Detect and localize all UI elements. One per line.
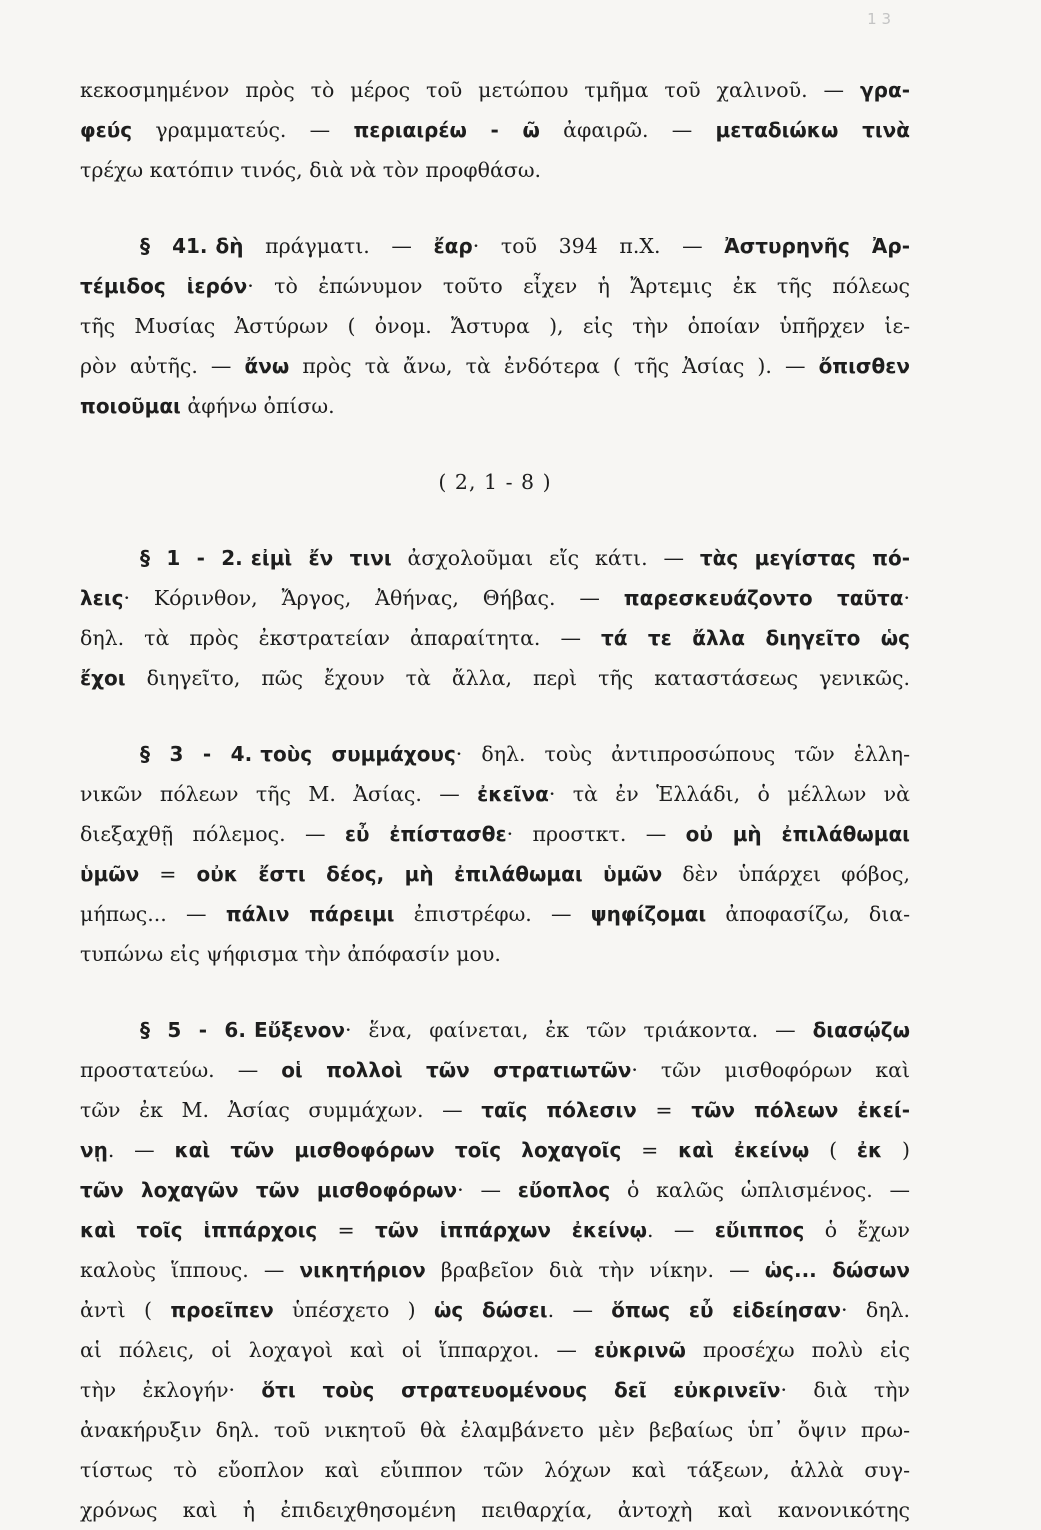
bold-term: δὴ (215, 234, 244, 258)
text-run: = (621, 1138, 679, 1162)
text-line (80, 226, 910, 266)
bold-term: πάλιν πάρειμι (225, 902, 395, 926)
paragraph-41 (80, 226, 910, 426)
text-run: ὁ ἔχων (804, 1218, 910, 1242)
text-line (80, 578, 910, 618)
text-run: τὴν ἐκλογήν· (80, 1378, 262, 1402)
text-run: · δηλ. τοὺς ἀντιπροσώπους τῶν ἑλλη- (455, 742, 910, 766)
text-run: τρέχω κατόπιν τινός, διὰ νὰ τὸν προφθάσω. (80, 158, 542, 182)
bold-term: οἱ πολλοὶ τῶν στρατιωτῶν (281, 1058, 632, 1082)
text-run: δηλ. τὰ πρὸς ἐκστρατείαν ἀπαραίτητα. — (80, 626, 601, 650)
text-line (80, 814, 910, 854)
bold-term: φεύς (80, 118, 133, 142)
bold-term: νῃ (80, 1138, 108, 1162)
text-line (80, 306, 910, 346)
text-line (80, 110, 910, 150)
line-content (216, 234, 911, 258)
text-line (80, 1210, 910, 1250)
text-line (80, 538, 910, 578)
text-line (80, 1090, 910, 1130)
line-content (260, 742, 910, 766)
bold-term: εὖ ἐπίστασθε (344, 822, 507, 846)
text-line (80, 934, 910, 974)
text-run: = (317, 1218, 376, 1242)
text-run: προστατεύω. — (80, 1058, 282, 1082)
section-ref: § 41. (140, 234, 208, 258)
bold-term: καὶ τῶν μισθοφόρων τοῖς λοχαγοῖς (174, 1138, 622, 1162)
bold-term: ἄνω (244, 354, 290, 378)
text-run: πράγματι. — (243, 234, 434, 258)
bold-term: εὔοπλος (517, 1178, 611, 1202)
text-line (80, 1490, 910, 1530)
text-run: . — (547, 1298, 612, 1322)
text-line (80, 1250, 910, 1290)
text-run: = (636, 1098, 692, 1122)
bold-term: εἰμὶ ἔν τινι (250, 546, 392, 570)
text-run: τίστως τὸ εὔοπλον καὶ εὔιππον τῶν λόχων καὶ τάξεων, ἀλλὰ συγ- (80, 1458, 910, 1482)
bold-term: λεις (80, 586, 124, 610)
bold-term: ὅτι τοὺς στρατευομένους δεῖ εὐκρινεῖν (261, 1378, 781, 1402)
text-line (80, 774, 910, 814)
bold-term: νικητήριον (299, 1258, 426, 1282)
text-run: γραμματεύς. — (132, 118, 354, 142)
page-content (80, 70, 910, 1530)
bold-term: καὶ ἐκείνῳ (678, 1138, 810, 1162)
text-line (80, 266, 910, 306)
bold-term: τῶν λοχαγῶν τῶν μισθοφόρων (80, 1178, 458, 1202)
text-run: · — (457, 1178, 518, 1202)
bold-term: ὅπως εὖ εἰδείησαν (611, 1298, 842, 1322)
text-run: ) (882, 1138, 910, 1162)
text-run: τῶν ἐκ Μ. Ἀσίας συμμάχων. — (80, 1098, 482, 1122)
text-line (80, 1010, 910, 1050)
section-ref: § 3 - 4. (140, 742, 253, 766)
bold-term: ὡς δώσει (433, 1298, 548, 1322)
bold-term: καὶ τοῖς ἱππάρχοις (80, 1218, 318, 1242)
text-line (80, 70, 910, 110)
bold-term: Εὔξενον (253, 1018, 346, 1042)
text-line (80, 1170, 910, 1210)
bold-term: διασῴζω (812, 1018, 910, 1042)
paragraph-continuation (80, 70, 910, 190)
bold-term: ἐκ (856, 1138, 883, 1162)
text-run: ἀφήνω ὀπίσω. (180, 394, 335, 418)
section-ref: § 1 - 2. (140, 546, 243, 570)
bold-term: παρεσκευάζοντο ταῦτα (623, 586, 904, 610)
text-line (80, 618, 910, 658)
text-run: τυπώνω εἰς ψήφισμα τὴν ἀπόφασίν μου. (80, 942, 501, 966)
page-number: 1 3 (867, 10, 891, 28)
text-run: · δηλ. (841, 1298, 910, 1322)
text-line (80, 854, 910, 894)
bold-term: ταῖς πόλεσιν (481, 1098, 637, 1122)
text-line (80, 1370, 910, 1410)
text-run: διηγεῖτο, πῶς ἔχουν τὰ ἄλλα, περὶ τῆς καταστάσεως γενικῶς. (125, 666, 910, 690)
bold-term: εὔιππος (714, 1218, 805, 1242)
text-run: · (903, 586, 910, 610)
text-run: · προστκτ. — (506, 822, 686, 846)
section-ref: § 5 - 6. (140, 1018, 246, 1042)
paragraph-5-6 (80, 1010, 910, 1530)
bold-term: οὐκ ἔστι δέος, μὴ ἐπιλάθωμαι ὑμῶν (196, 862, 663, 886)
line-content (251, 546, 910, 570)
text-run: ἐπιστρέφω. — (394, 902, 591, 926)
text-run: · τὸ ἐπώνυμον τοῦτο εἶχεν ἡ Ἄρτεμις ἐκ τῆς πόλεως (247, 274, 910, 298)
text-line (80, 894, 910, 934)
text-line (80, 150, 910, 190)
bold-term: προεῖπεν (170, 1298, 274, 1322)
text-run: μήπως... — (80, 902, 226, 926)
bold-term: οὐ μὴ ἐπιλάθωμαι (685, 822, 910, 846)
bold-term: Ἀστυρηνῆς Ἀρ- (724, 234, 910, 258)
text-run: ( (809, 1138, 857, 1162)
text-run: καλοὺς ἵππους. — (80, 1258, 300, 1282)
bold-term: τά τε ἄλλα διηγεῖτο ὡς (600, 626, 910, 650)
text-line (80, 386, 910, 426)
text-run: = (139, 862, 197, 886)
bold-term: τῶν πόλεων ἐκεί- (691, 1098, 910, 1122)
bold-term: τὰς μεγίστας πό- (699, 546, 910, 570)
text-run: ὑπέσχετο ) (273, 1298, 434, 1322)
text-run: προσέχω πολὺ εἰς (685, 1338, 910, 1362)
section-heading: ( 2, 1 - 8 ) (438, 470, 552, 494)
text-run: ἀνακήρυξιν δηλ. τοῦ νικητοῦ θὰ ἐλαμβάνετο μὲν βεβαίως ὑπ᾽ ὄψιν πρω- (80, 1418, 910, 1442)
text-line (80, 658, 910, 698)
text-line (80, 1410, 910, 1450)
text-run: αἱ πόλεις, οἱ λοχαγοὶ καὶ οἱ ἵππαρχοι. — (80, 1338, 594, 1362)
bold-term: περιαιρέω - ῶ (353, 118, 540, 142)
paragraph-3-4 (80, 734, 910, 974)
text-line (80, 1330, 910, 1370)
bold-term: ψηφίζομαι (590, 902, 707, 926)
bold-term: ὑμῶν (80, 862, 140, 886)
text-line (80, 734, 910, 774)
text-run: τῆς Μυσίας Ἀστύρων ( ὀνομ. Ἄστυρα ), εἰς τὴν ὁποίαν ὑπῆρχεν ἱε- (80, 314, 910, 338)
text-run: ἀποφασίζω, δια- (706, 902, 910, 926)
text-line (80, 1290, 910, 1330)
bold-term: εὐκρινῶ (593, 1338, 686, 1362)
text-run: νικῶν πόλεων τῆς Μ. Ἀσίας. — (80, 782, 478, 806)
bold-term: μεταδιώκω τινὰ (715, 118, 910, 142)
text-run: . — (107, 1138, 175, 1162)
text-line (80, 1050, 910, 1090)
bold-term: τέμιδος ἱερόν (80, 274, 248, 298)
text-run: · ἕνα, φαίνεται, ἐκ τῶν τριάκοντα. — (345, 1018, 813, 1042)
text-run: ρὸν αὐτῆς. — (80, 354, 245, 378)
text-line (80, 1450, 910, 1490)
text-line (80, 1130, 910, 1170)
text-run: · τοῦ 394 π.Χ. — (472, 234, 725, 258)
bold-term: ἐκεῖνα (477, 782, 549, 806)
text-run: · Κόρινθον, Ἄργος, Ἀθήνας, Θήβας. — (123, 586, 624, 610)
text-run: ὁ καλῶς ὡπλισμένος. — (610, 1178, 910, 1202)
text-run: πρὸς τὰ ἄνω, τὰ ἐνδότερα ( τῆς Ἀσίας ). — (289, 354, 819, 378)
bold-term: ὄπισθεν (818, 354, 910, 378)
text-run: δὲν ὑπάρχει φόβος, (662, 862, 910, 886)
text-run: . — (647, 1218, 715, 1242)
bold-term: τῶν ἱππάρχων ἐκείνῳ (375, 1218, 648, 1242)
text-run: διεξαχθῇ πόλεμος. — (80, 822, 345, 846)
text-run: χρόνως καὶ ἡ ἐπιδειχθησομένη πειθαρχία, ἀντοχὴ καὶ κανονικότης (80, 1498, 910, 1522)
text-run: κεκοσμημένον πρὸς τὸ μέρος τοῦ μετώπου τμῆμα τοῦ χαλινοῦ. — (80, 78, 861, 102)
text-run: · διὰ τὴν (780, 1378, 910, 1402)
bold-term: γρα- (860, 78, 910, 102)
paragraph-1-2 (80, 538, 910, 698)
text-run: βραβεῖον διὰ τὴν νίκην. — (425, 1258, 765, 1282)
bold-term: ποιοῦμαι (80, 394, 181, 418)
text-run: · τῶν μισθοφόρων καὶ (631, 1058, 910, 1082)
text-run: ἀντὶ ( (80, 1298, 171, 1322)
text-run: ἀσχολοῦμαι εἴς κάτι. — (391, 546, 700, 570)
bold-term: ἔαρ (433, 234, 473, 258)
text-run: ἀφαιρῶ. — (539, 118, 716, 142)
line-content (254, 1018, 910, 1042)
text-run: · τὰ ἐν Ἑλλάδι, ὁ μέλλων νὰ (548, 782, 910, 806)
text-line (80, 346, 910, 386)
bold-term: τοὺς συμμάχους (260, 742, 456, 766)
bold-term: ὡς... δώσων (764, 1258, 910, 1282)
bold-term: ἔχοι (80, 666, 126, 690)
